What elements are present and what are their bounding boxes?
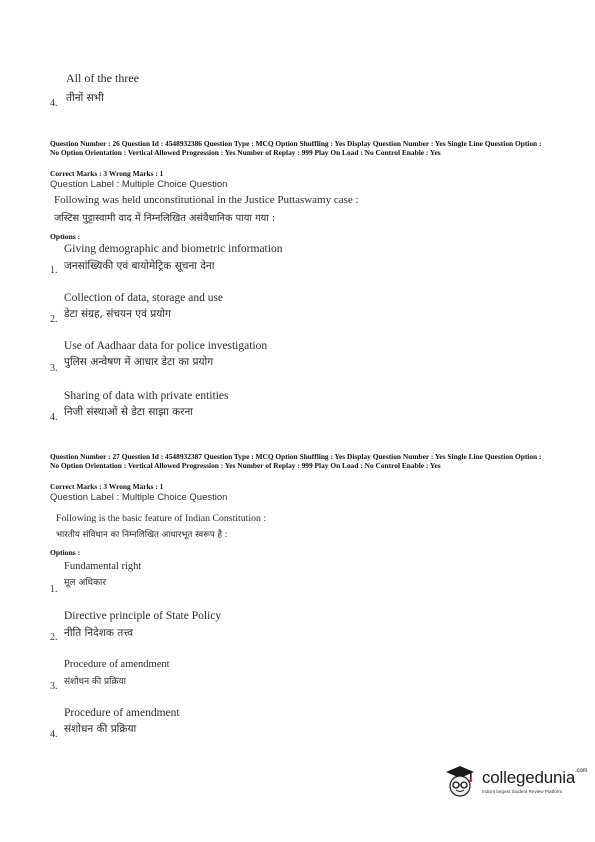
q26-meta: Question Number : 26 Question Id : 4548932386 Question Type : MCQ Option Shuffling : Yes Display Question Number : Yes Single Line Question Option : No Option Orientation : Vertical Allowed Progression : Yes Number of Replay : 999 Play On Load : No Control Enable : Yes	[50, 139, 542, 157]
q27-option-3-num: 3.	[50, 681, 58, 692]
q27-meta: Question Number : 27 Question Id : 4548932387 Question Type : MCQ Option Shuffling : Yes Display Question Number : Yes Single Line Question Option : No Option Orientation : Vertical Allowed Progression : Yes Number of Replay : 999 Play On Load : No Control Enable : Yes	[50, 452, 542, 470]
q26-option-1-num: 1.	[50, 265, 58, 276]
q26-text-en: Following was held unconstitutional in the Justice Puttaswamy case :	[54, 194, 359, 206]
collegedunia-logo	[440, 762, 588, 804]
q27-option-2-num: 2.	[50, 632, 58, 643]
prev-option-4-hi: तीनों सभी	[66, 92, 104, 104]
q26-marks: Correct Marks : 3 Wrong Marks : 1	[50, 169, 164, 178]
q26-label: Question Label : Multiple Choice Question	[50, 179, 228, 190]
q27-label: Question Label : Multiple Choice Question	[50, 492, 228, 503]
prev-option-4-en: All of the three	[66, 71, 139, 85]
q26-option-1-hi: जनसांख्यिकी एवं बायोमेट्रिक सूचना देना	[64, 260, 215, 272]
prev-option-4-num: 4.	[50, 98, 58, 109]
q27-options-head: Options :	[50, 548, 81, 557]
q26-option-2-num: 2.	[50, 314, 58, 325]
q27-option-3-hi: संशोधन की प्रक्रिया	[64, 677, 126, 687]
q27-marks: Correct Marks : 3 Wrong Marks : 1	[50, 482, 164, 491]
q27-option-2-en: Directive principle of State Policy	[64, 610, 222, 622]
q26-option-3-num: 3.	[50, 363, 58, 374]
q26-option-2-en: Collection of data, storage and use	[64, 292, 224, 304]
q26-options-head: Options :	[50, 232, 81, 241]
q27-text-hi: भारतीय संविधान का निम्नलिखित आधारभूत स्वरूप है :	[56, 530, 228, 540]
q27-option-4-en: Procedure of amendment	[64, 707, 180, 719]
logo-wordmark: collegedunia$^{.com}$	[482, 768, 588, 787]
q26-option-2-hi: डेटा संग्रह, संचयन एवं प्रयोग	[64, 308, 171, 320]
q27-option-3-en: Procedure of amendment	[64, 659, 170, 670]
q26-option-4-hi: निजी संस्थाओं से डेटा साझा करना	[64, 406, 193, 418]
q27-option-1-en: Fundamental right	[64, 561, 142, 572]
q26-option-3-hi: पुलिस अन्वेषण में आधार डेटा का प्रयोग	[64, 356, 214, 368]
q27-option-4-num: 4.	[50, 729, 58, 740]
q26-option-4-num: 4.	[50, 412, 58, 423]
q27-option-1-num: 1.	[50, 584, 58, 595]
q27-option-4-hi: संशोधन की प्रक्रिया	[64, 723, 137, 735]
q26-option-3-en: Use of Aadhaar data for police investigation	[64, 340, 268, 352]
q27-option-1-hi: मूल अधिकार	[64, 578, 107, 588]
logo-tagline: India's largest Student Review Platform	[482, 789, 563, 794]
q27-option-2-hi: नीति निदेशक तत्त्व	[64, 627, 134, 639]
q26-option-1-en: Giving demographic and biometric information	[64, 243, 283, 255]
q26-text-hi: जस्टिस पुट्टास्वामी वाद में निम्नलिखित असंवैधानिक पाया गया :	[54, 213, 276, 224]
q27-text-en: Following is the basic feature of Indian Constitution :	[56, 513, 267, 524]
q26-option-4-en: Sharing of data with private entities	[64, 390, 229, 402]
mascot-icon	[440, 762, 480, 802]
